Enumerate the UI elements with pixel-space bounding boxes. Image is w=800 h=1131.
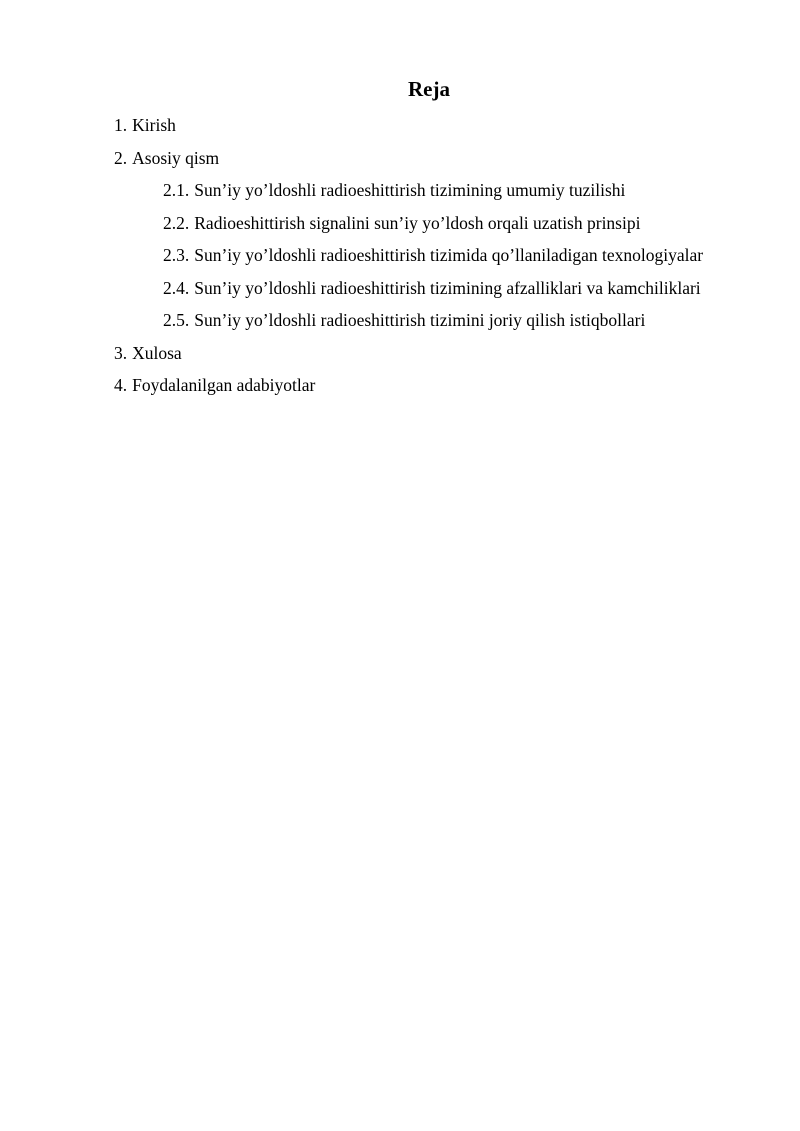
toc-subitem-2-2 — [114, 209, 794, 242]
toc-item-text: Kirish — [132, 115, 176, 135]
toc-item-text: Sun’iy yo’ldoshli radioeshittirish tizimini joriy qilish istiqbollari — [194, 310, 646, 330]
toc-item-number: 2.5. — [163, 310, 190, 330]
toc-item-text: Sun’iy yo’ldoshli radioeshittirish tizimining afzalliklari va kamchiliklari — [194, 277, 701, 298]
toc-item-number: 4. — [114, 375, 128, 395]
toc-item-text: Sun’iy yo’ldoshli radioeshittirish tizimida qo’llaniladigan texnologiyalar — [194, 245, 704, 265]
toc-item-text: Foydalanilgan adabiyotlar — [132, 375, 316, 395]
toc-item-number: 2.4. — [163, 277, 190, 298]
toc-item-number: 2. — [114, 147, 128, 168]
toc-item-text: Sun’iy yo’ldoshli radioeshittirish tizimining umumiy tuzilishi — [194, 180, 626, 200]
toc-item-number: 2.3. — [163, 245, 190, 265]
document-title: Reja — [408, 77, 450, 101]
toc-item-xulosa — [114, 339, 794, 372]
toc-item-asosiy-qism — [114, 144, 794, 177]
toc-subitem-2-4 — [114, 274, 794, 307]
toc-item-text: Asosiy qism — [132, 147, 220, 168]
toc-item-number: 2.1. — [163, 180, 190, 200]
toc-item-foydalanilgan-adabiyotlar — [114, 371, 794, 404]
toc-item-text: Radioeshittirish signalini sun’iy yo’ldosh orqali uzatish prinsipi — [194, 212, 641, 233]
toc-item-text: Xulosa — [132, 342, 182, 363]
toc-item-kirish — [114, 111, 794, 144]
table-of-contents — [114, 111, 794, 404]
toc-item-number: 2.2. — [163, 212, 190, 233]
toc-item-number: 3. — [114, 342, 128, 363]
toc-subitem-2-3 — [114, 241, 794, 274]
toc-subitem-2-5 — [114, 306, 794, 339]
toc-item-number: 1. — [114, 115, 128, 135]
toc-subitem-2-1 — [114, 176, 794, 209]
